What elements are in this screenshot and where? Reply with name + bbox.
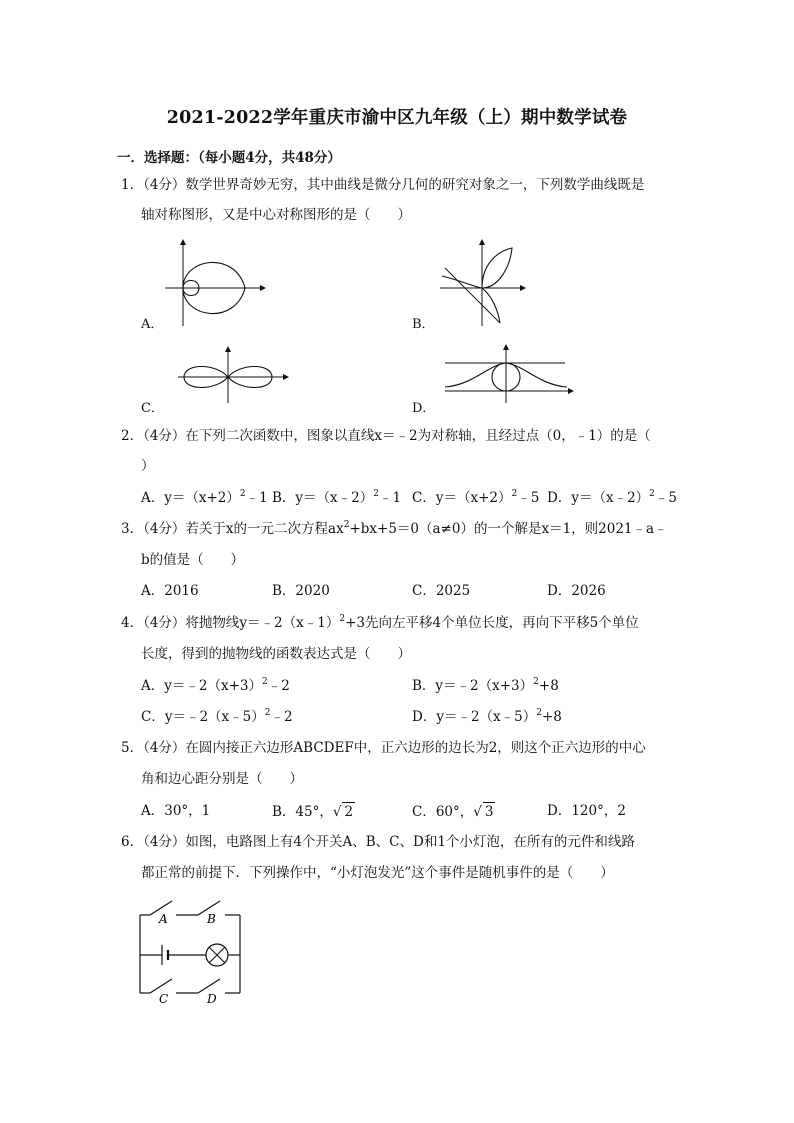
q2-option-c: C．$y=(x+2)^2﹣5$ bbox=[412, 489, 540, 506]
q5-option-c: C．60°，√ 3 bbox=[412, 804, 494, 820]
q6-circuit-diagram bbox=[132, 895, 247, 1005]
q2-text-line1: 2．（4分）在下列二次函数中，图象以直线x＝﹣2为对称轴，且经过点（0，﹣1）的是（ bbox=[121, 428, 651, 444]
q1-figure-d bbox=[443, 343, 578, 405]
q3-text-line2: b的值是（ ） bbox=[141, 552, 245, 568]
q1-text-line1: 1．（4分）数学世界奇妙无穷，其中曲线是微分几何的研究对象之一，下列数学曲线既是 bbox=[121, 177, 645, 193]
q2-text-line2: ） bbox=[141, 458, 155, 474]
q5-option-d: D．120°，2 bbox=[547, 803, 626, 819]
q3-option-b: B．2020 bbox=[272, 583, 330, 599]
q1-text-line2: 轴对称图形，又是中心对称图形的是（ ） bbox=[141, 207, 411, 223]
switch-label-b: B bbox=[207, 912, 216, 926]
q1-option-c-label: C． bbox=[141, 401, 164, 416]
q1-figure-b bbox=[440, 238, 530, 328]
switch-c bbox=[150, 979, 172, 993]
page-title: 2021-2022学年重庆市渝中区九年级（上）期中数学试卷 bbox=[166, 108, 628, 128]
q5-text-line1: 5．（4分）在圆内接正六边形ABCDEF中，正六边形的边长为2，则这个正六边形的中心 bbox=[121, 740, 646, 756]
q4-option-b: B．$y=﹣2(x+3)^2+8$ bbox=[412, 677, 559, 694]
q1-option-b-label: B． bbox=[412, 317, 435, 332]
q3-option-d: D．2026 bbox=[547, 583, 606, 599]
q6-text-line2: 都正常的前提下．下列操作中，“小灯泡发光”这个事件是随机事件的是（ ） bbox=[141, 865, 614, 881]
q3-option-c: C．2025 bbox=[412, 583, 471, 599]
switch-d bbox=[198, 979, 220, 993]
sqrt-icon: √ bbox=[332, 804, 342, 820]
q4-option-d: D．y＝﹣2（x﹣5）$^2$+8 bbox=[412, 708, 562, 725]
q4-text-line1: 4．（4分）将抛物线y＝﹣2（x﹣1）$^2$+3先向左平移4个单位长度，再向下平移5个单位 bbox=[121, 614, 639, 631]
section-heading: 一．选择题：（每小题4分，共48分） bbox=[117, 150, 341, 166]
q2-option-d: D．y＝（x﹣2）$^2$﹣5 bbox=[547, 489, 677, 506]
q5-text-line2: 角和边心距分别是（ ） bbox=[141, 771, 303, 787]
q3-option-a: A．2016 bbox=[141, 583, 199, 599]
q4-option-a: A．$y=﹣2(x+3)^2﹣2$ bbox=[141, 677, 290, 694]
sqrt-icon: √ bbox=[473, 804, 482, 820]
q5-option-b: B．45°，√ 2 bbox=[272, 804, 354, 820]
switch-label-c: C bbox=[159, 992, 169, 1006]
q3-text-line1: 3．（4分）若关于x的一元二次方程$ax^2+bx+5=0(a\ne 0)$的一个解是x＝1，则2021﹣a﹣ bbox=[121, 520, 668, 537]
q5-option-a: A．30°，1 bbox=[141, 803, 211, 819]
q1-figure-c bbox=[178, 345, 290, 405]
q2-option-a: A．$y=(x+2)^2﹣1$ bbox=[141, 489, 268, 506]
switch-label-a: A bbox=[159, 912, 168, 926]
q1-option-a-label: A． bbox=[141, 317, 164, 332]
q2-option-b: B．y＝（x﹣2）$^2$﹣1 bbox=[272, 489, 402, 506]
switch-label-d: D bbox=[207, 992, 217, 1006]
q1-figure-a bbox=[165, 238, 275, 328]
q4-option-c: C．y＝﹣2（x﹣5）$^2$﹣2 bbox=[141, 708, 293, 725]
q6-text-line1: 6．（4分）如图，电路图上有4个开关A、B、C、D和1个小灯泡，在所有的元件和线路 bbox=[121, 834, 635, 850]
q4-text-line2: 长度，得到的抛物线的函数表达式是（ ） bbox=[141, 646, 411, 662]
q1-option-d-label: D． bbox=[412, 401, 436, 416]
